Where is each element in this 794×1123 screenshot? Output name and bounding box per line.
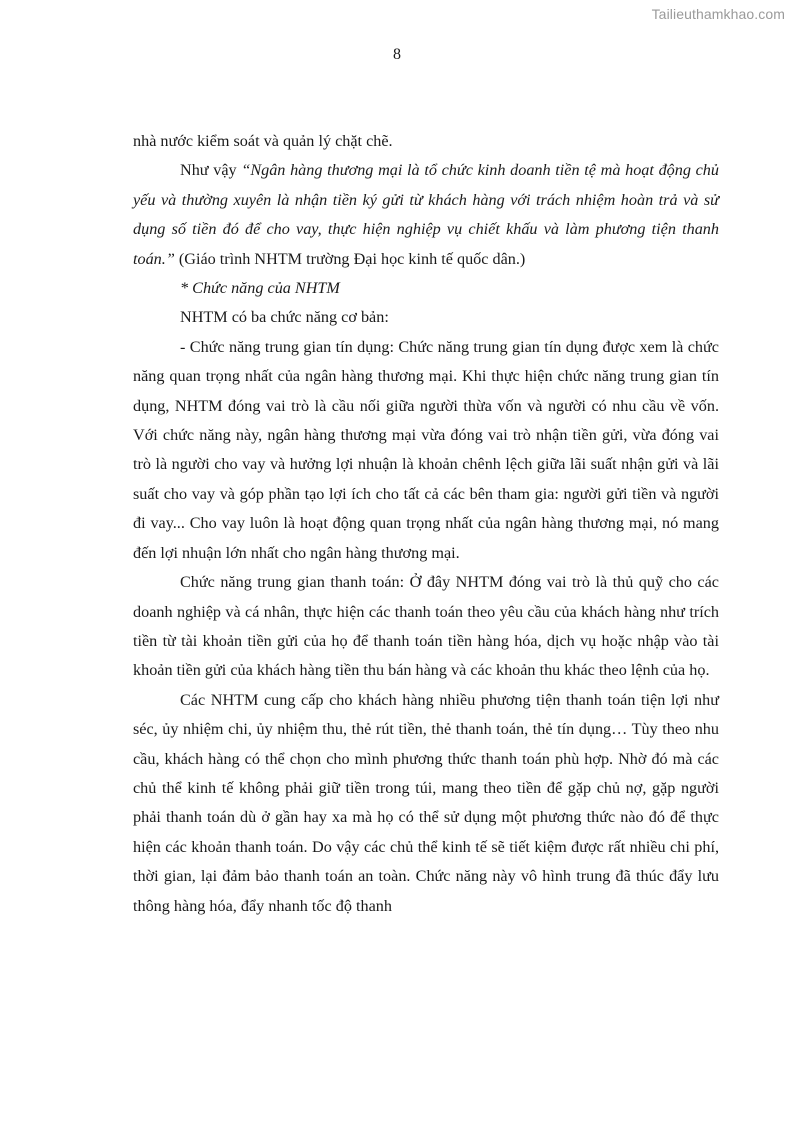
paragraph-credit-intermediary: - Chức năng trung gian tín dụng: Chức năng trung gian tín dụng được xem là chức năng quan trọng nhất của ngân hàng thương mại. Khi thực hiện chức năng trung gian tín dụng, NHTM đóng vai trò là cầu nối giữa người thừa vốn và người có nhu cầu về vốn. Với chức năng này, ngân hàng thương mại vừa đóng vai trò nhận tiền gửi, vừa đóng vai trò là người cho vay và hưởng lợi nhuận là khoản chênh lệch giữa lãi suất nhận gửi và lãi suất cho vay và góp phần tạo lợi ích cho tất cả các bên tham gia: người gửi tiền và người đi vay... Cho vay luôn là hoạt động quan trọng nhất của ngân hàng thương mại, nó mang đến lợi nhuận lớn nhất cho ngân hàng thương mại. (133, 337, 719, 562)
paragraph-payment-intermediary: Chức năng trung gian thanh toán: Ở đây NHTM đóng vai trò là thủ quỹ cho các doanh nghiệp và cá nhân, thực hiện các thanh toán theo yêu cầu của khách hàng như trích tiền từ tài khoản tiền gửi của họ để thanh toán tiền hàng hóa, dịch vụ hoặc nhập vào tài khoản tiền gửi của khách hàng tiền thu bán hàng và các khoản thu khác theo lệnh của họ. (133, 573, 719, 680)
document-body (133, 127, 719, 921)
paragraph-continuation: nhà nước kiểm soát và quản lý chặt chẽ. (133, 132, 393, 150)
definition-source: (Giáo trình NHTM trường Đại học kinh tế quốc dân.) (174, 249, 526, 268)
paragraph-payment-instruments: Các NHTM cung cấp cho khách hàng nhiều phương tiện thanh toán tiện lợi như séc, ủy nhiệm chi, ủy nhiệm thu, thẻ rút tiền, thẻ thanh toán, thẻ tín dụng… Tùy theo nhu cầu, khách hàng có thể chọn cho mình phương thức thanh toán phù hợp. Nhờ đó mà các chủ thể kinh tế không phải giữ tiền trong túi, mang theo tiền để gặp chủ nợ, gặp người phải thanh toán dù ở gần hay xa mà họ có thể sử dụng một phương thức nào đó để thực hiện các khoản thanh toán. Do vậy các chủ thể kinh tế sẽ tiết kiệm được rất nhiều chi phí, thời gian, lại đảm bảo thanh toán an toàn. Chức năng này vô hình trung đã thúc đẩy lưu thông hàng hóa, đẩy nhanh tốc độ thanh (133, 690, 719, 915)
paragraph-definition (133, 156, 719, 274)
paragraph-intro-functions: NHTM có ba chức năng cơ bản: (180, 308, 389, 327)
section-subheading: * Chức năng của NHTM (180, 279, 340, 298)
definition-quote: “Ngân hàng thương mại là tổ chức kinh doanh tiền tệ mà hoạt động chủ yếu và thường xuyên là nhận tiền ký gửi từ khách hàng với trách nhiệm hoàn trả và sử dụng số tiền đó để cho vay, thực hiện nghiệp vụ chiết khấu và làm phương tiện thanh toán.” (133, 161, 719, 268)
watermark-text: Tailieuthamkhao.com (651, 6, 785, 22)
definition-lead: Như vậy (180, 161, 242, 180)
page-number: 8 (393, 46, 401, 63)
